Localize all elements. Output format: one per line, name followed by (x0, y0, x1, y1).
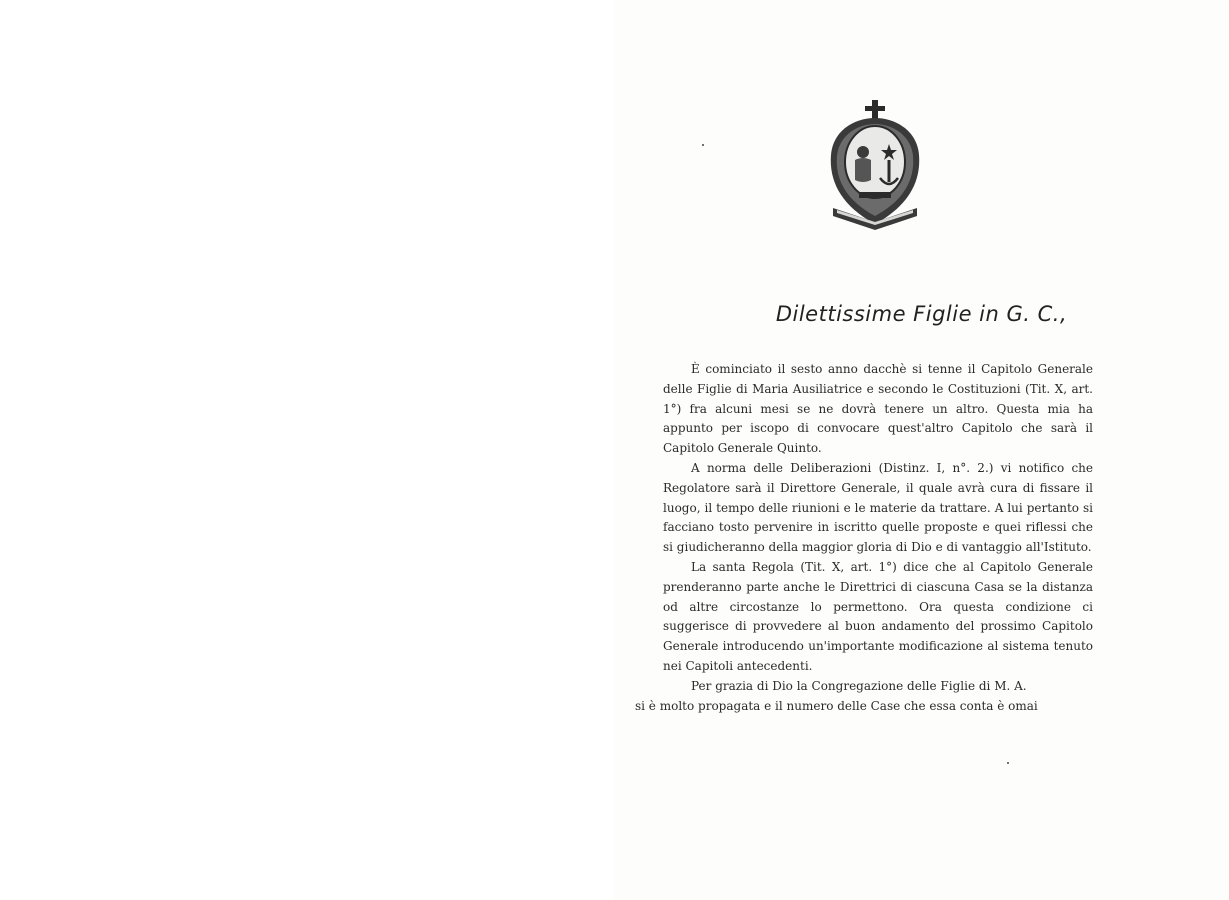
page-heading: Dilettissime Figlie in G. C., (775, 302, 1068, 326)
paragraph-4-line-1: Per grazia di Dio la Congregazione delle Figlie di M. A. (691, 678, 1027, 693)
text-page (614, 0, 1229, 900)
paragraph-2: A norma delle Deliberazioni (Distinz. I, n°. 2.) vi notifico che Regolatore sarà il Direttore Generale, il quale avrà cura di fissare il luogo, il tempo delle riunioni e le materie da trattare. A lui pertanto si facciano tosto pervenire in iscritto quelle proposte e quei riflessi che si giudicheranno della maggior gloria di Dio e di vantaggio all'Istituto. (663, 460, 1093, 555)
paragraph-4 (635, 677, 1093, 717)
paper-speck (702, 144, 704, 146)
letter-body (635, 360, 1093, 716)
paragraph-3: La santa Regola (Tit. X, art. 1°) dice che al Capitolo Generale prenderanno parte anche le Direttrici di ciascuna Casa se la distanza od altre circostanze lo permettono. Ora questa condizione ci suggerisce di provvedere al buon andamento del prossimo Capitolo Generale introducendo un'importante modificazione al sistema tenuto nei Capitoli antecedenti. (663, 559, 1093, 673)
blank-left-page (0, 0, 614, 900)
paragraph-4-line-2: si è molto propagata e il numero delle Case che essa conta è omai (635, 698, 1038, 713)
paper-speck (1007, 762, 1009, 764)
paragraph-1: È cominciato il sesto anno dacchè si tenne il Capitolo Generale delle Figlie di Maria Ausiliatrice e secondo le Costituzioni (Tit. X, art. 1°) fra alcuni mesi se ne dovrà tenere un altro. Questa mia ha appunto per iscopo di convocare quest'altro Capitolo che sarà il Capitolo Generale Quinto. (663, 362, 1093, 456)
religious-crest-icon (825, 100, 925, 230)
